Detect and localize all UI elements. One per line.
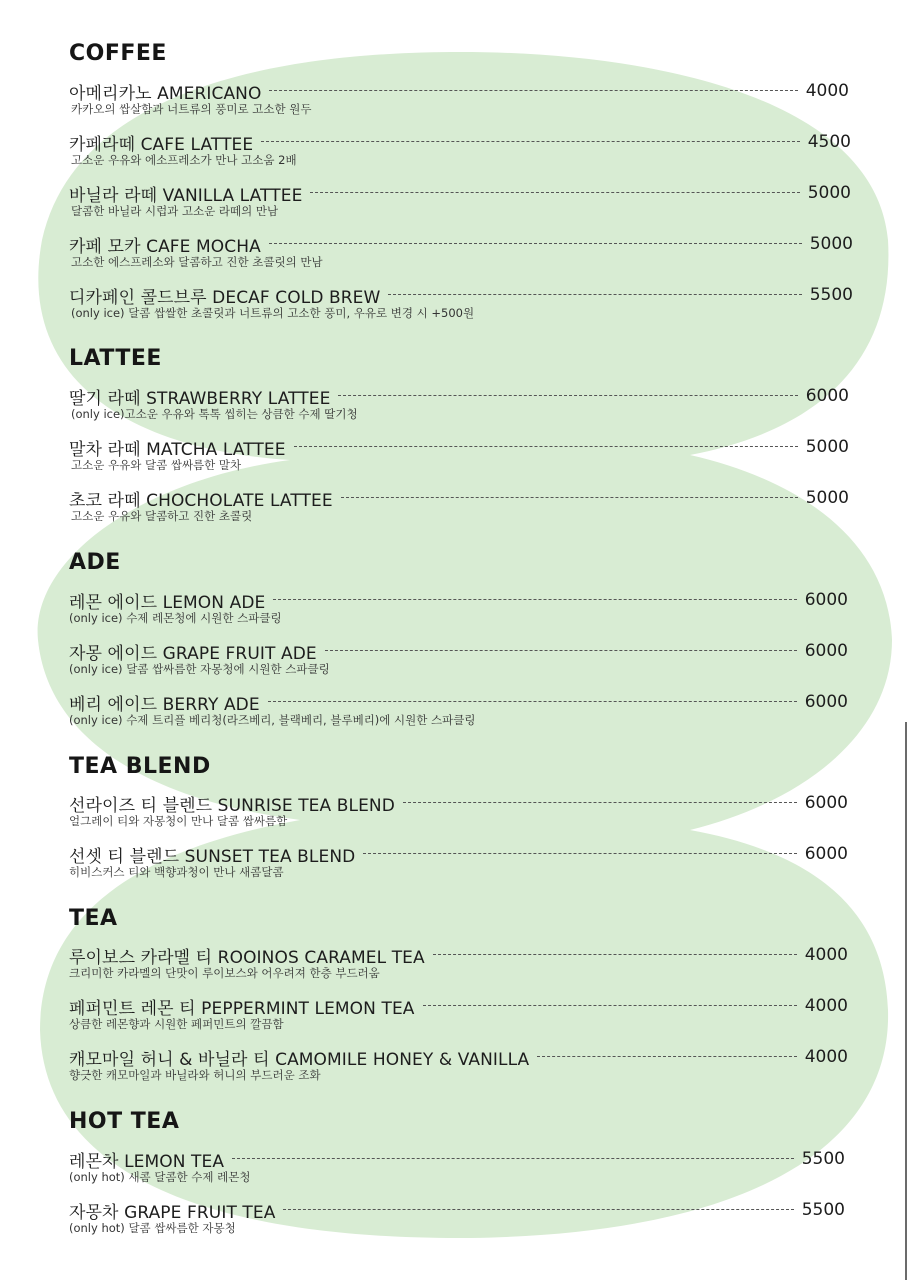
item-description: (only ice) 달콤 쌉쌀한 초콜릿과 너트류의 고소한 풍미, 우유로 변경 시 +500원 xyxy=(71,306,475,320)
dotted-leader xyxy=(269,243,802,244)
item-description: (only ice) 수제 레몬청에 시원한 스파클링 xyxy=(69,611,282,625)
dotted-leader xyxy=(403,802,797,803)
item-name: 자몽차 GRAPE FRUIT TEA xyxy=(69,1202,276,1223)
item-name: 디카페인 콜드브루 DECAF COLD BREW xyxy=(69,287,381,308)
dotted-leader xyxy=(273,599,796,600)
item-price: 6000 xyxy=(804,641,848,661)
item-price: 6000 xyxy=(804,692,848,712)
item-description: 고소운 우유와 달콤하고 진한 초콜릿 xyxy=(71,509,253,523)
dotted-leader xyxy=(423,1005,797,1006)
item-name: 레몬차 LEMON TEA xyxy=(69,1151,225,1172)
section-title-lattee: LATTEE xyxy=(69,346,162,371)
item-price: 4000 xyxy=(805,81,849,101)
dotted-leader xyxy=(294,446,798,447)
dotted-leader xyxy=(338,395,797,396)
item-description: (only hot) 새콤 달콤한 수제 레몬청 xyxy=(69,1170,251,1184)
item-price: 6000 xyxy=(804,844,848,864)
item-name: 레몬 에이드 LEMON ADE xyxy=(69,592,266,613)
item-price: 6000 xyxy=(804,793,848,813)
item-description: 상큼한 레몬향과 시원한 페퍼민트의 깔끔함 xyxy=(69,1017,284,1031)
item-description: 히비스커스 티와 백향과청이 만나 새콤달콤 xyxy=(69,865,284,879)
item-description: 얼그레이 티와 자몽청이 만나 달콤 쌉싸름함 xyxy=(69,814,288,828)
item-price: 4500 xyxy=(807,132,851,152)
item-name: 페퍼민트 레몬 티 PEPPERMINT LEMON TEA xyxy=(69,998,415,1019)
dotted-leader xyxy=(388,294,801,295)
item-description: 카카오의 쌉살함과 너트류의 풍미로 고소한 원두 xyxy=(71,102,312,116)
section-title-coffee: COFFEE xyxy=(69,41,167,66)
section-title-tea-blend: TEA BLEND xyxy=(69,754,211,779)
item-description: 향긋한 캐모마일과 바닐라와 허니의 부드러운 조화 xyxy=(69,1068,321,1082)
item-name: 아메리카노 AMERICANO xyxy=(69,83,262,104)
dotted-leader xyxy=(268,701,797,702)
item-description: 고소운 우유와 에소프레소가 만나 고소움 2배 xyxy=(71,153,297,167)
item-price: 4000 xyxy=(804,945,848,965)
dotted-leader xyxy=(433,954,797,955)
dotted-leader xyxy=(310,192,799,193)
dotted-leader xyxy=(261,141,799,142)
item-price: 5500 xyxy=(809,285,853,305)
item-description: 크리미한 카라멜의 단맛이 루이보스와 어우려져 한층 부드러움 xyxy=(69,966,380,980)
item-name: 말차 라떼 MATCHA LATTEE xyxy=(69,439,286,460)
item-description: (only ice)고소운 우유와 톡톡 씹히는 상큼한 수제 딸기청 xyxy=(71,407,358,421)
item-name: 루이보스 카라멜 티 ROOINOS CARAMEL TEA xyxy=(69,947,425,968)
item-name: 자몽 에이드 GRAPE FRUIT ADE xyxy=(69,643,317,664)
item-description: (only ice) 달콤 쌉싸름한 자몽청에 시원한 스파클링 xyxy=(69,662,330,676)
item-price: 5000 xyxy=(805,437,849,457)
dotted-leader xyxy=(537,1056,796,1057)
dotted-leader xyxy=(232,1158,794,1159)
item-price: 4000 xyxy=(804,996,848,1016)
item-description: 고소한 에스프레소와 달콤하고 진한 초콜릿의 만남 xyxy=(71,255,323,269)
section-title-ade: ADE xyxy=(69,550,121,575)
dotted-leader xyxy=(325,650,797,651)
item-name: 선라이즈 티 블렌드 SUNRISE TEA BLEND xyxy=(69,795,395,816)
item-price: 5000 xyxy=(805,488,849,508)
item-price: 5000 xyxy=(807,183,851,203)
item-price: 5500 xyxy=(801,1149,845,1169)
item-name: 카페라떼 CAFE LATTEE xyxy=(69,134,254,155)
item-description: 고소운 우유와 달콤 쌉싸름한 말차 xyxy=(71,458,242,472)
item-price: 4000 xyxy=(804,1047,848,1067)
item-price: 6000 xyxy=(805,386,849,406)
dotted-leader xyxy=(283,1209,793,1210)
item-name: 딸기 라떼 STRAWBERRY LATTEE xyxy=(69,388,331,409)
dotted-leader xyxy=(269,90,797,91)
section-title-hot-tea: HOT TEA xyxy=(69,1109,180,1134)
dotted-leader xyxy=(363,853,796,854)
item-description: (only hot) 달콤 쌉싸름한 자몽청 xyxy=(69,1221,236,1235)
dotted-leader xyxy=(341,497,798,498)
item-name: 선셋 티 블렌드 SUNSET TEA BLEND xyxy=(69,846,356,867)
frame-edge-line xyxy=(905,722,907,1280)
item-description: 달콤한 바닐라 시럽과 고소운 라떼의 만남 xyxy=(71,204,279,218)
item-name: 초코 라떼 CHOCHOLATE LATTEE xyxy=(69,490,333,511)
item-price: 5000 xyxy=(809,234,853,254)
item-price: 5500 xyxy=(801,1200,845,1220)
item-name: 카페 모카 CAFE MOCHA xyxy=(69,236,261,257)
item-price: 6000 xyxy=(804,590,848,610)
section-title-tea: TEA xyxy=(69,906,118,931)
item-name: 베리 에이드 BERRY ADE xyxy=(69,694,260,715)
item-name: 캐모마일 허니 & 바닐라 티 CAMOMILE HONEY & VANILLA xyxy=(69,1049,530,1070)
item-name: 바닐라 라떼 VANILLA LATTEE xyxy=(69,185,303,206)
item-description: (only ice) 수제 트리플 베리청(라즈베리, 블랙베리, 블루베리)에 시원한 스파클링 xyxy=(69,713,476,727)
